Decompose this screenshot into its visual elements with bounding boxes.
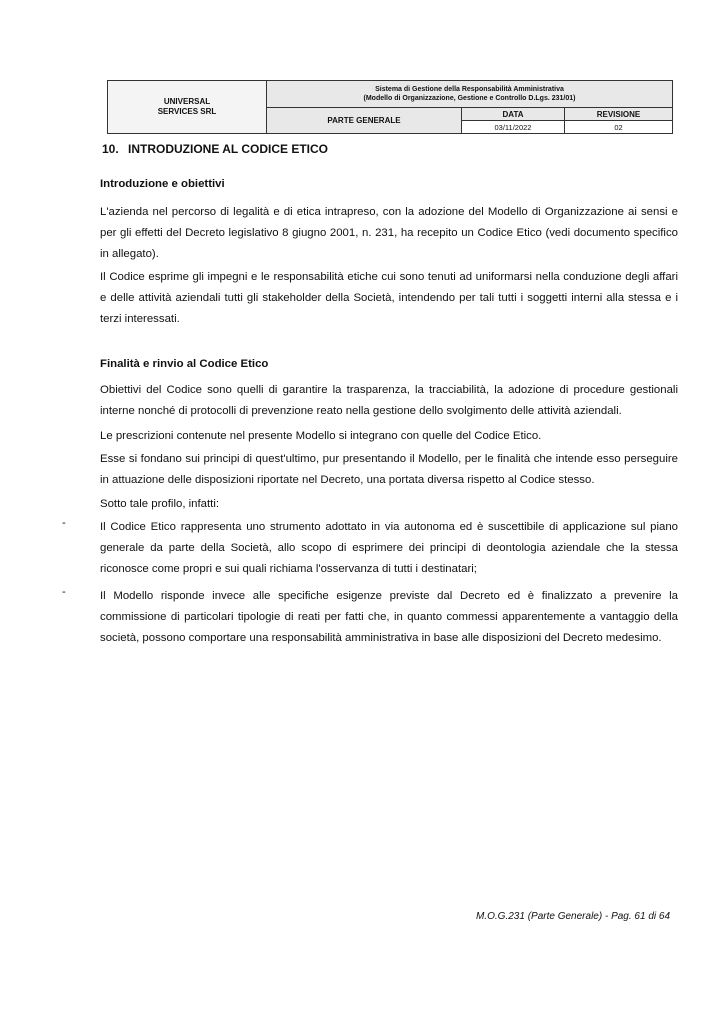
header-right <box>267 81 672 133</box>
bullet-dash-1: - <box>62 517 66 529</box>
finalita-paragraph-2: Le prescrizioni contenute nel presente Modello si integrano con quelle del Codice Etico. <box>100 430 542 442</box>
date-column <box>462 108 565 133</box>
finalita-paragraph-3: Esse si fondano sui principi di quest'ultimo, pur presentando il Modello, per le finalità che intende esso perseguire in attuazione delle disposizioni riportate nel Decreto, una portata diversa rispetto al Codice stesso. <box>100 453 678 486</box>
finalita-paragraph-1: Obiettivi del Codice sono quelli di garantire la trasparenza, la tracciabilità, la adozione di procedure gestionali interne nonché di protocolli di prevenzione reato nella gestione dello svolgimento delle attività aziendali. <box>100 384 678 417</box>
bullet-item-1: Il Codice Etico rappresenta uno strumento adottato in via autonoma ed è suscettibile di applicazione sul piano generale da parte della Società, allo scopo di esprimere dei principi di deontologia aziendale che la stessa riconosce come propri e sui quali richiama l'osservanza di tutti i destinatari; <box>100 521 678 575</box>
revision-column <box>565 108 672 133</box>
document-header-table <box>107 80 673 134</box>
intro-paragraph-1: L'azienda nel percorso di legalità e di etica intrapreso, con la adozione del Modello di Organizzazione ai sensi e per gli effetti del Decreto legislativo 8 giugno 2001, n. 231, ha recepito un Codice Etico (vedi documento specifico in allegato). <box>100 206 678 260</box>
header-bottom-row <box>267 108 672 133</box>
meta-cells <box>462 108 672 133</box>
system-title-cell <box>267 81 672 108</box>
revision-label: REVISIONE <box>565 108 672 121</box>
bullet-dash-2: - <box>62 586 66 598</box>
company-name-line2: SERVICES SRL <box>157 107 217 116</box>
section-title <box>102 142 328 156</box>
section-number: 10. <box>102 142 119 156</box>
date-label: DATA <box>462 108 564 121</box>
part-cell: PARTE GENERALE <box>267 108 462 133</box>
section-heading: INTRODUZIONE AL CODICE ETICO <box>128 142 329 156</box>
page-footer: M.O.G.231 (Parte Generale) - Pag. 61 di 64 <box>476 911 670 922</box>
intro-heading: Introduzione e obiettivi <box>100 178 225 190</box>
revision-value: 02 <box>614 122 623 132</box>
company-cell <box>108 81 267 133</box>
date-value: 03/11/2022 <box>494 122 532 132</box>
bullet-item-2: Il Modello risponde invece alle specifiche esigenze previste dal Decreto ed è finalizzato a prevenire la commissione di particolari tipologie di reati per fatti che, in quanto commessi apparentemente a vantaggio della società, possono comportare una responsabilità amministrativa in base alle disposizioni del Decreto medesimo. <box>100 590 678 644</box>
finalita-paragraph-4: Sotto tale profilo, infatti: <box>100 498 220 510</box>
intro-paragraph-2: Il Codice esprime gli impegni e le responsabilità etiche cui sono tenuti ad uniformarsi nella conduzione degli affari e delle attività aziendali tutti gli stakeholder della Società, intendendo per tali tutti i soggetti interni alla stessa e i terzi interessati. <box>100 271 678 325</box>
finalita-heading: Finalità e rinvio al Codice Etico <box>100 358 269 370</box>
company-name-line1: UNIVERSAL <box>163 97 211 106</box>
system-title-line1: Sistema di Gestione della Responsabilità Amministrativa <box>375 86 564 93</box>
system-title-line2: (Modello di Organizzazione, Gestione e Controllo D.Lgs. 231/01) <box>363 95 576 102</box>
